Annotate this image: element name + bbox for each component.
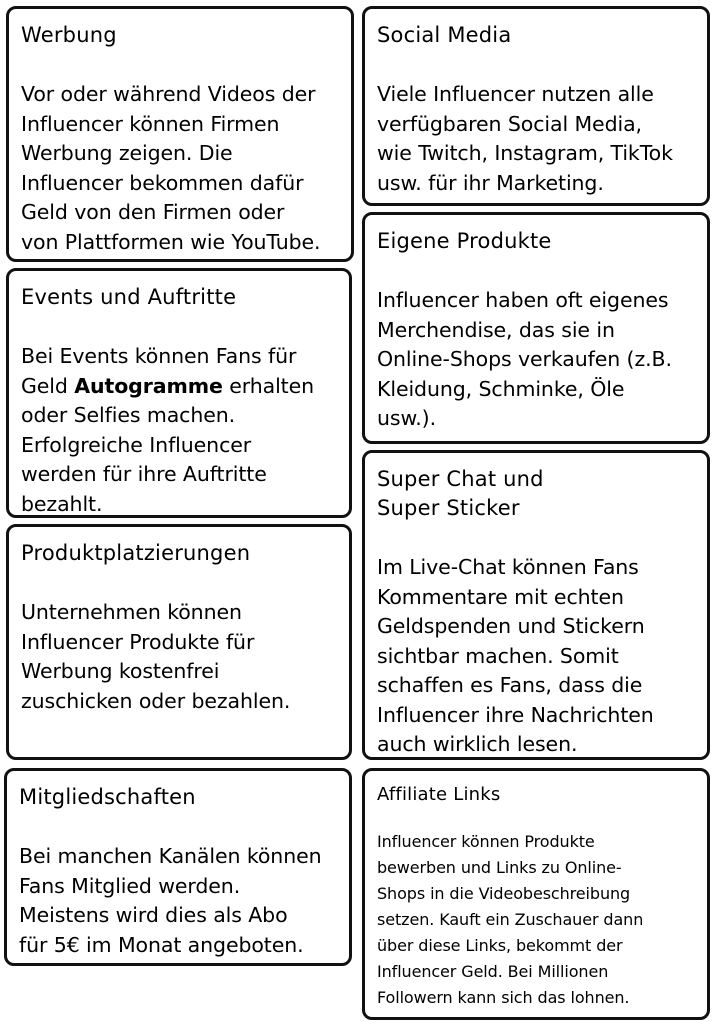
card-body-text: erhalten oder Selfies machen. Erfolgreiche Influencer werden für ihre Auftritte bezahlt. — [21, 373, 315, 516]
card-eigene-produkte — [362, 212, 710, 444]
card-title: Social Media — [377, 23, 512, 47]
card-body: Im Live-Chat können Fans Kommentare mit echten Geldspenden und Stickern sichtbar machen. Somit schaffen es Fans, dass die Influencer ihre Nachrichten auch wirklich lesen. — [377, 555, 654, 756]
card-title: Eigene Produkte — [377, 229, 552, 253]
card-body: Influencer können Produkte bewerben und Links zu Online- Shops in die Videobeschreibung setzen. Kauft ein Zuschauer dann über diese Links, bekommt der Influencer Geld. Bei Millionen Followern kann sich das lohnen. — [377, 832, 644, 1007]
card-title: Affiliate Links — [377, 784, 501, 805]
card-body-emphasis: Autogramme — [74, 373, 223, 398]
card-affiliate-links — [362, 768, 710, 1020]
card-title: Mitgliedschaften — [19, 785, 196, 809]
card-body: Influencer haben oft eigenes Merchendise, das sie in Online-Shops verkaufen (z.B. Kleidung, Schminke, Öle usw.). — [377, 288, 672, 430]
card-body: Viele Influencer nutzen alle verfügbaren Social Media, wie Twitch, Instagram, TikTok usw. für ihr Marketing. — [377, 82, 673, 195]
card-body: Unternehmen können Influencer Produkte für Werbung kostenfrei zuschicken oder bezahlen. — [21, 600, 291, 713]
card-mitgliedschaften — [4, 768, 352, 966]
card-body — [21, 342, 339, 518]
card-social-media — [362, 6, 710, 206]
card-produktplatzierungen — [6, 524, 352, 760]
card-title: Werbung — [21, 23, 117, 47]
card-title: Produktplatzierungen — [21, 541, 251, 565]
card-events-und-auftritte — [6, 268, 352, 518]
card-body-text: Bei Events können Fans für Geld — [21, 344, 297, 398]
card-body: Bei manchen Kanälen können Fans Mitglied werden. Meistens wird dies als Abo für 5€ im Monat angeboten. — [19, 844, 322, 957]
card-super-chat-und-super-sticker — [362, 450, 710, 760]
card-title: Super Chat und Super Sticker — [377, 467, 544, 520]
card-body: Vor oder während Videos der Influencer können Firmen Werbung zeigen. Die Influencer bekommen dafür Geld von den Firmen oder von Plattformen wie YouTube. — [21, 82, 321, 254]
card-title: Events und Auftritte — [21, 285, 237, 309]
card-werbung — [6, 6, 354, 262]
